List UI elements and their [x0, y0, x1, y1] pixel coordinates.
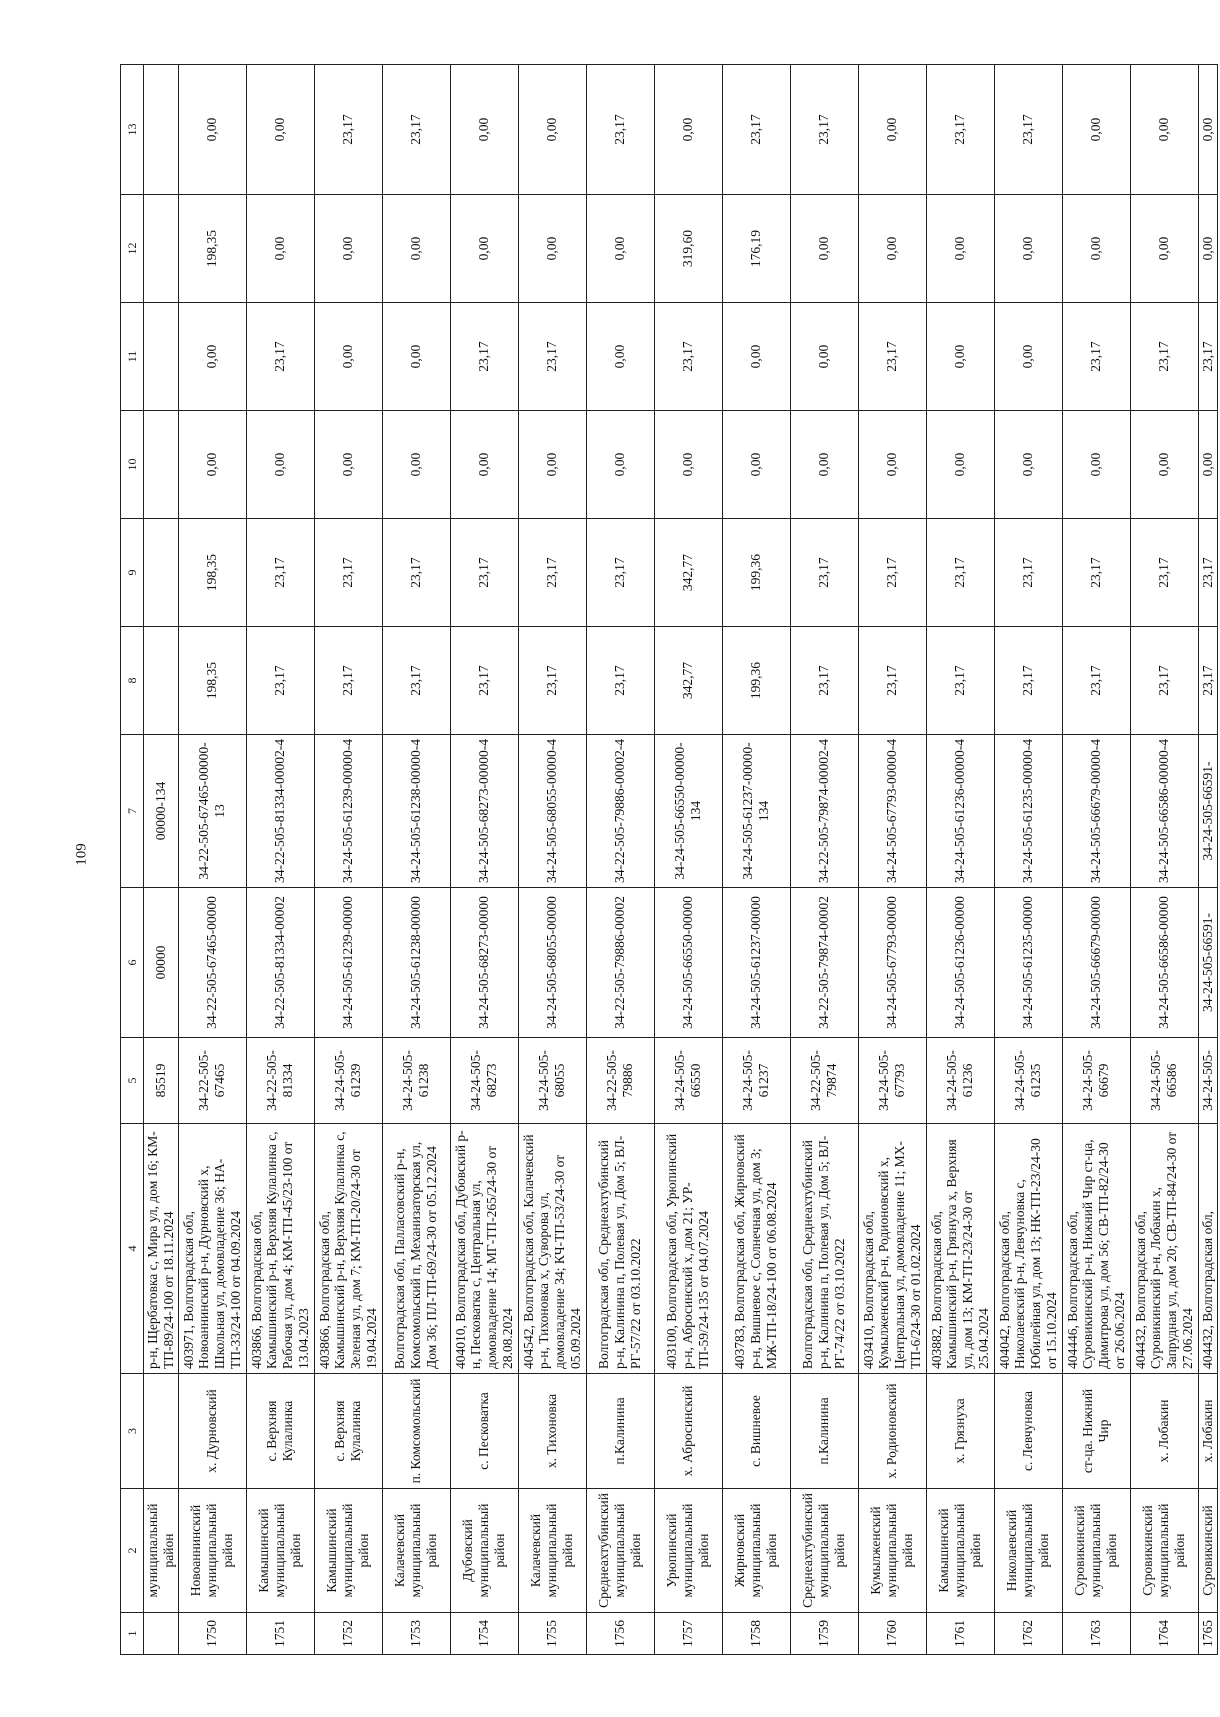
table-cell: 1765 — [1198, 1613, 1217, 1655]
table-cell: 0,00 — [1198, 65, 1217, 195]
table-cell-c12: 0,00 — [858, 195, 926, 303]
table-cell-settlement: с. Песковатка — [450, 1374, 518, 1489]
table-cell-settlement: х. Абросинский — [654, 1374, 722, 1489]
table-cell-c7: 34-24-505-66586-00000-4 — [1130, 735, 1198, 888]
table-cell-district: Калачевский муниципальный район — [518, 1489, 586, 1613]
table-cell-district: Кумылженский муниципальный район — [858, 1489, 926, 1613]
table-cell-n: 1760 — [858, 1613, 926, 1655]
table-cell-district: Среднеахтубинский муниципальный район — [586, 1489, 654, 1613]
column-header-12: 12 — [121, 195, 144, 303]
table-cell-district: Николаевский муниципальный район — [994, 1489, 1062, 1613]
table-cell-settlement: ст-ца. Нижний Чир — [1062, 1374, 1130, 1489]
table-cell-c12: 198,35 — [178, 195, 246, 303]
table-row — [246, 65, 314, 1655]
table-cell-c11: 0,00 — [314, 303, 382, 411]
table-cell-c12: 0,00 — [926, 195, 994, 303]
table-cell-c12: 0,00 — [382, 195, 450, 303]
data-table — [120, 64, 1218, 1655]
table-cell-c8: 23,17 — [1062, 627, 1130, 735]
table-cell-c8: 198,35 — [178, 627, 246, 735]
table-cell-c12: 319,60 — [654, 195, 722, 303]
table-cell-c10: 0,00 — [654, 411, 722, 519]
table-cell-n: 1751 — [246, 1613, 314, 1655]
table-cell-c12: 0,00 — [314, 195, 382, 303]
table-row — [790, 65, 858, 1655]
table-cell-c6: 34-24-505-61236-00000 — [926, 888, 994, 1038]
table-cell-c13: 0,00 — [450, 65, 518, 195]
table-row — [858, 65, 926, 1655]
table-cell-settlement: х. Лобакин — [1130, 1374, 1198, 1489]
column-header-3: 3 — [121, 1374, 144, 1489]
table-cell-c8: 23,17 — [926, 627, 994, 735]
table-cell-c12: 0,00 — [586, 195, 654, 303]
table-cell — [144, 519, 179, 627]
table-cell: муниципальный район — [144, 1489, 179, 1613]
table-cell-district: Жирновский муниципальный район — [722, 1489, 790, 1613]
table-cell-c13: 23,17 — [994, 65, 1062, 195]
table-cell-c8: 342,77 — [654, 627, 722, 735]
table-cell-address: 403882, Волгоградская обл, Камышинский р-н, Грязнуха х, Верхняя ул, дом 13; КМ-ТП-23/24-30 от 25.04.2024 — [926, 1124, 994, 1374]
table-cell-district: Суровикинский муниципальный район — [1130, 1489, 1198, 1613]
table-cell-c9: 23,17 — [1130, 519, 1198, 627]
page-number: 109 — [73, 843, 90, 866]
table-cell-c9: 23,17 — [1062, 519, 1130, 627]
table-row — [586, 65, 654, 1655]
table-cell-c10: 0,00 — [382, 411, 450, 519]
table-cell-c8: 199,36 — [722, 627, 790, 735]
table-cell-c6: 34-22-505-79874-00002 — [790, 888, 858, 1038]
table-cell-c5: 34-24-505-61238 — [382, 1038, 450, 1124]
table-cell-c13: 23,17 — [722, 65, 790, 195]
table-cell-address: 404010, Волгоградская обл, Дубовский р-н, Песковатка с, Центральная ул, домовладение 14; МГ-ТП-265/24-30 от 28.08.2024 — [450, 1124, 518, 1374]
table-cell-c13: 23,17 — [382, 65, 450, 195]
table-cell-c10: 0,00 — [790, 411, 858, 519]
table-cell-c11: 0,00 — [586, 303, 654, 411]
table-cell-c12: 0,00 — [1130, 195, 1198, 303]
table-cell-c11: 0,00 — [926, 303, 994, 411]
table-cell-c13: 0,00 — [1130, 65, 1198, 195]
table-row — [314, 65, 382, 1655]
table-cell-c11: 23,17 — [1130, 303, 1198, 411]
table-cell-n: 1752 — [314, 1613, 382, 1655]
table-cell-district: Камышинский муниципальный район — [926, 1489, 994, 1613]
table-cell-c7: 34-24-505-67793-00000-4 — [858, 735, 926, 888]
table-cell-address: 403866, Волгоградская обл, Камышинский р-н, Верхняя Кулалинка с, Зеленая ул, дом 7; КМ-ТП-20/24-30 от 19.04.2024 — [314, 1124, 382, 1374]
table-row-partial-bottom — [1198, 65, 1217, 1655]
table-row — [1062, 65, 1130, 1655]
table-cell: 0,00 — [1198, 195, 1217, 303]
table-cell-district: Среднеахтубинский муниципальный район — [790, 1489, 858, 1613]
table-cell-c5: 34-24-505-66586 — [1130, 1038, 1198, 1124]
table-cell-c6: 34-24-505-66586-00000 — [1130, 888, 1198, 1038]
table-cell-c5: 34-24-505-68273 — [450, 1038, 518, 1124]
table-cell-c6: 34-24-505-66550-00000 — [654, 888, 722, 1038]
table-cell-address: 403410, Волгоградская обл, Кумылженский р-н, Родионовский х, Центральная ул, домовладение 11; МХ-ТП-6/24-30 от 01.02.2024 — [858, 1124, 926, 1374]
table-cell-c10: 0,00 — [1062, 411, 1130, 519]
table-cell-c11: 0,00 — [722, 303, 790, 411]
column-header-8: 8 — [121, 627, 144, 735]
table-cell-c7: 34-24-505-61235-00000-4 — [994, 735, 1062, 888]
table-cell — [144, 411, 179, 519]
table-cell-c7: 34-22-505-79886-00002-4 — [586, 735, 654, 888]
table-cell — [144, 1374, 179, 1489]
table-cell-c11: 23,17 — [246, 303, 314, 411]
table-cell-c8: 23,17 — [246, 627, 314, 735]
column-header-2: 2 — [121, 1489, 144, 1613]
table-cell-c10: 0,00 — [246, 411, 314, 519]
table-cell-c9: 198,35 — [178, 519, 246, 627]
table-row-partial-top — [144, 65, 179, 1655]
table-cell-settlement: с. Верхняя Кулалинка — [246, 1374, 314, 1489]
table-row — [1130, 65, 1198, 1655]
table-cell-c5: 34-22-505-67465 — [178, 1038, 246, 1124]
table-cell-c6: 34-24-505-66679-00000 — [1062, 888, 1130, 1038]
table-cell-district: Камышинский муниципальный район — [246, 1489, 314, 1613]
table-row — [518, 65, 586, 1655]
table-cell-settlement: п. Комсомольский — [382, 1374, 450, 1489]
table-cell-c7: 34-24-505-68273-00000-4 — [450, 735, 518, 888]
table-row — [450, 65, 518, 1655]
table-cell-n: 1750 — [178, 1613, 246, 1655]
table-cell-c13: 23,17 — [314, 65, 382, 195]
table-cell-c11: 23,17 — [518, 303, 586, 411]
table-cell-c8: 23,17 — [994, 627, 1062, 735]
table-cell: 23,17 — [1198, 627, 1217, 735]
table-cell-c9: 23,17 — [994, 519, 1062, 627]
table-cell-settlement: с. Левчуновка — [994, 1374, 1062, 1489]
column-header-9: 9 — [121, 519, 144, 627]
table-cell-c5: 34-24-505-61235 — [994, 1038, 1062, 1124]
table-cell-settlement: х. Грязнуха — [926, 1374, 994, 1489]
table-cell-c10: 0,00 — [1130, 411, 1198, 519]
table-cell-c7: 34-24-505-61237-00000-134 — [722, 735, 790, 888]
table-cell-c5: 34-24-505-61237 — [722, 1038, 790, 1124]
table-row — [926, 65, 994, 1655]
table-cell-c11: 23,17 — [654, 303, 722, 411]
table-cell: 00000-134 — [144, 735, 179, 888]
table-cell-c11: 0,00 — [790, 303, 858, 411]
table-cell-settlement: п.Калинина — [586, 1374, 654, 1489]
table-cell-c8: 23,17 — [314, 627, 382, 735]
column-header-10: 10 — [121, 411, 144, 519]
table-cell-c11: 23,17 — [1062, 303, 1130, 411]
table-cell-n: 1764 — [1130, 1613, 1198, 1655]
table-cell-address: 403971, Волгоградская обл, Новоаннинский р-н, Дурновский х, Школьная ул, домовладение 36; НА-ТП-33/24-100 от 04.09.2024 — [178, 1124, 246, 1374]
table-cell-c13: 0,00 — [1062, 65, 1130, 195]
column-header-11: 11 — [121, 303, 144, 411]
table-cell-c9: 23,17 — [790, 519, 858, 627]
table-cell-c10: 0,00 — [450, 411, 518, 519]
table-cell-c11: 0,00 — [178, 303, 246, 411]
table-cell-c10: 0,00 — [858, 411, 926, 519]
table-cell-settlement: с. Вишневое — [722, 1374, 790, 1489]
table-cell-district: Урюпинский муниципальный район — [654, 1489, 722, 1613]
table-cell-c7: 34-24-505-61239-00000-4 — [314, 735, 382, 888]
table-cell-settlement: х. Родионовский — [858, 1374, 926, 1489]
table-cell — [144, 195, 179, 303]
table-cell: 34-24-505-66591- — [1198, 888, 1217, 1038]
table-cell-c8: 23,17 — [1130, 627, 1198, 735]
table-cell-c6: 34-24-505-61237-00000 — [722, 888, 790, 1038]
table-row — [654, 65, 722, 1655]
table-cell-settlement: с. Верхняя Кулалинка — [314, 1374, 382, 1489]
table-cell-n: 1756 — [586, 1613, 654, 1655]
table-cell-address: Волгоградская обл, Палласовский р-н, Комсомольский п, Механизаторская ул, Дом 36; ПЛ-ТП-69/24-30 от 05.12.2024 — [382, 1124, 450, 1374]
rotated-table-container — [120, 65, 1220, 1655]
table-cell-c6: 34-24-505-61238-00000 — [382, 888, 450, 1038]
table-cell-c10: 0,00 — [178, 411, 246, 519]
table-cell-c9: 23,17 — [586, 519, 654, 627]
table-cell-n: 1757 — [654, 1613, 722, 1655]
table-cell-c13: 0,00 — [178, 65, 246, 195]
table-cell-address: 404042, Волгоградская обл, Николаевский р-н, Левчуновка с, Юбилейная ул, дом 13; НК-ТП-23/24-30 от 15.10.2024 — [994, 1124, 1062, 1374]
table-cell-c8: 23,17 — [518, 627, 586, 735]
table-cell-c5: 34-22-505-79874 — [790, 1038, 858, 1124]
table-cell: 85519 — [144, 1038, 179, 1124]
table-cell-c7: 34-24-505-66679-00000-4 — [1062, 735, 1130, 888]
table-cell-c12: 0,00 — [994, 195, 1062, 303]
table-cell-c10: 0,00 — [518, 411, 586, 519]
table-cell-c8: 23,17 — [586, 627, 654, 735]
table-cell-c6: 34-24-505-61235-00000 — [994, 888, 1062, 1038]
table-cell-c6: 34-24-505-67793-00000 — [858, 888, 926, 1038]
column-header-5: 5 — [121, 1038, 144, 1124]
table-cell-c6: 34-24-505-68055-00000 — [518, 888, 586, 1038]
table-cell-c7: 34-24-505-61236-00000-4 — [926, 735, 994, 888]
table-cell: 23,17 — [1198, 519, 1217, 627]
table-cell-c7: 34-22-505-81334-00002-4 — [246, 735, 314, 888]
table-cell-c5: 34-24-505-61236 — [926, 1038, 994, 1124]
table-cell-c9: 342,77 — [654, 519, 722, 627]
table-cell: 00000 — [144, 888, 179, 1038]
table-cell-c5: 34-24-505-68055 — [518, 1038, 586, 1124]
table-cell-n: 1763 — [1062, 1613, 1130, 1655]
table-cell-c6: 34-22-505-81334-00002 — [246, 888, 314, 1038]
table-row — [178, 65, 246, 1655]
table-cell-c9: 23,17 — [450, 519, 518, 627]
table-cell-c12: 0,00 — [790, 195, 858, 303]
table-cell-address: Волгоградская обл, Среднеахтубинский р-н, Калинина п, Полевая ул, Дом 5; ВЛ-РГ-57/22 от 03.10.2022 — [586, 1124, 654, 1374]
table-cell-address: 404446, Волгоградская обл, Суровикинский р-н, Нижний Чир ст-ца, Димитрова ул, дом 56; СВ-ТП-82/24-30 от 26.06.2024 — [1062, 1124, 1130, 1374]
table-cell-c12: 176,19 — [722, 195, 790, 303]
table-cell-address: 403100, Волгоградская обл, Урюпинский р-н, Абросинский х, дом 21; УР-ТП-59/24-135 от 04.07.2024 — [654, 1124, 722, 1374]
table-cell-c5: 34-24-505-67793 — [858, 1038, 926, 1124]
table-cell-c10: 0,00 — [314, 411, 382, 519]
column-header-4: 4 — [121, 1124, 144, 1374]
table-cell-c7: 34-24-505-61238-00000-4 — [382, 735, 450, 888]
table-cell-c10: 0,00 — [586, 411, 654, 519]
table-cell-c13: 23,17 — [926, 65, 994, 195]
table-cell-n: 1753 — [382, 1613, 450, 1655]
table-cell-c6: 34-24-505-61239-00000 — [314, 888, 382, 1038]
column-header-6: 6 — [121, 888, 144, 1038]
table-cell-c8: 23,17 — [858, 627, 926, 735]
table-cell: 34-24-505-66591- — [1198, 735, 1217, 888]
table-cell-c8: 23,17 — [450, 627, 518, 735]
table-cell-c11: 0,00 — [382, 303, 450, 411]
column-header-7: 7 — [121, 735, 144, 888]
table-cell-settlement: х. Тихоновка — [518, 1374, 586, 1489]
table-cell-c13: 0,00 — [246, 65, 314, 195]
table-cell-c7: 34-22-505-67465-00000-13 — [178, 735, 246, 888]
table-cell-c9: 23,17 — [246, 519, 314, 627]
table-cell — [144, 627, 179, 735]
table-cell-c12: 0,00 — [518, 195, 586, 303]
table-cell-c6: 34-24-505-68273-00000 — [450, 888, 518, 1038]
table-cell-address: 404542, Волгоградская обл, Калачевский р-н, Тихоновка х, Суворова ул, домовладение 34; КЧ-ТП-53/24-30 от 05.09.2024 — [518, 1124, 586, 1374]
table-cell: р-н, Щербатовка с, Мира ул, дом 16; КМ-ТП-89/24-100 от 18.11.2024 — [144, 1124, 179, 1374]
table-row — [994, 65, 1062, 1655]
table-cell-n: 1759 — [790, 1613, 858, 1655]
table-cell: Суровикинский — [1198, 1489, 1217, 1613]
table-cell-c10: 0,00 — [994, 411, 1062, 519]
table-cell-c7: 34-24-505-68055-00000-4 — [518, 735, 586, 888]
table-cell-c6: 34-22-505-79886-00002 — [586, 888, 654, 1038]
table-cell: 23,17 — [1198, 303, 1217, 411]
table-row — [722, 65, 790, 1655]
table-cell — [144, 303, 179, 411]
column-header-1: 1 — [121, 1613, 144, 1655]
table-cell-c12: 0,00 — [450, 195, 518, 303]
table-cell-address: 404432, Волгоградская обл, Суровикинский р-н, Лобакин х, Запрудная ул, дом 20; СВ-ТП-84/24-30 от 27.06.2024 — [1130, 1124, 1198, 1374]
table-cell-c11: 23,17 — [858, 303, 926, 411]
table-cell: х. Лобакин — [1198, 1374, 1217, 1489]
table-cell-n: 1755 — [518, 1613, 586, 1655]
table-cell-c12: 0,00 — [1062, 195, 1130, 303]
table-cell-c13: 23,17 — [790, 65, 858, 195]
table-cell-n: 1758 — [722, 1613, 790, 1655]
table-cell-c13: 0,00 — [858, 65, 926, 195]
table-cell-district: Новоаннинский муниципальный район — [178, 1489, 246, 1613]
table-cell-c5: 34-24-505-61239 — [314, 1038, 382, 1124]
table-cell-c5: 34-24-505-66679 — [1062, 1038, 1130, 1124]
table-cell-c10: 0,00 — [722, 411, 790, 519]
table-cell-settlement: х. Дурновский — [178, 1374, 246, 1489]
table-cell-c5: 34-22-505-79886 — [586, 1038, 654, 1124]
table-cell: 404432, Волгоградская обл, — [1198, 1124, 1217, 1374]
table-cell-c7: 34-24-505-66550-00000-134 — [654, 735, 722, 888]
table-cell-district: Суровикинский муниципальный район — [1062, 1489, 1130, 1613]
table-cell-address: Волгоградская обл, Среднеахтубинский р-н, Калинина п, Полевая ул, Дом 5; ВЛ-РГ-74/22 от 03.10.2022 — [790, 1124, 858, 1374]
table-cell-c13: 23,17 — [586, 65, 654, 195]
table-cell-c9: 23,17 — [926, 519, 994, 627]
table-cell-address: 403783, Волгоградская обл, Жирновский р-н, Вишневое с, Солнечная ул, дом 3; МЖ-ТП-18/24-100 от 06.08.2024 — [722, 1124, 790, 1374]
table-cell: 0,00 — [1198, 411, 1217, 519]
table-cell-district: Камышинский муниципальный район — [314, 1489, 382, 1613]
table-cell-c10: 0,00 — [926, 411, 994, 519]
table-cell-c9: 23,17 — [382, 519, 450, 627]
table-cell-c6: 34-22-505-67465-00000 — [178, 888, 246, 1038]
table-cell-c9: 23,17 — [858, 519, 926, 627]
table-cell-c8: 23,17 — [790, 627, 858, 735]
table-cell-c7: 34-22-505-79874-00002-4 — [790, 735, 858, 888]
table-cell-n: 1761 — [926, 1613, 994, 1655]
table-cell-c9: 199,36 — [722, 519, 790, 627]
table-cell-c8: 23,17 — [382, 627, 450, 735]
table-cell — [144, 65, 179, 195]
table-row — [382, 65, 450, 1655]
table-cell-settlement: п.Калинина — [790, 1374, 858, 1489]
table-cell-address: 403866, Волгоградская обл, Камышинский р-н, Верхняя Кулалинка с, Рабочая ул, дом 4; КМ-ТП-45/23-100 от 13.04.2023 — [246, 1124, 314, 1374]
table-cell-c11: 23,17 — [450, 303, 518, 411]
table-cell-district: Калачевский муниципальный район — [382, 1489, 450, 1613]
table-cell-c5: 34-22-505-81334 — [246, 1038, 314, 1124]
table-cell-district: Дубовский муниципальный район — [450, 1489, 518, 1613]
table-cell-c9: 23,17 — [518, 519, 586, 627]
header-row — [121, 65, 144, 1655]
table-cell-c13: 0,00 — [518, 65, 586, 195]
table-cell-c13: 0,00 — [654, 65, 722, 195]
column-header-13: 13 — [121, 65, 144, 195]
table-cell: 34-24-505- — [1198, 1038, 1217, 1124]
table-cell-c12: 0,00 — [246, 195, 314, 303]
table-cell-c5: 34-24-505-66550 — [654, 1038, 722, 1124]
table-cell-n: 1754 — [450, 1613, 518, 1655]
table-cell-n: 1762 — [994, 1613, 1062, 1655]
table-cell-c11: 0,00 — [994, 303, 1062, 411]
table-cell-c9: 23,17 — [314, 519, 382, 627]
table-cell — [144, 1613, 179, 1655]
